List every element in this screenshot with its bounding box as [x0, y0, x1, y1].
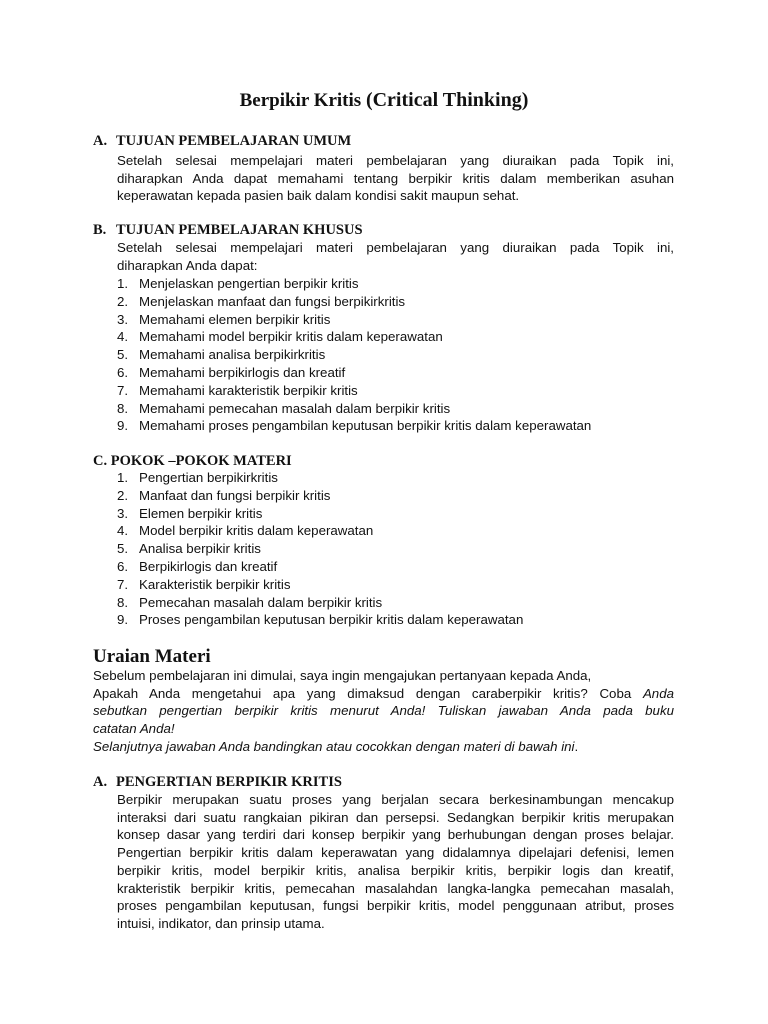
section-letter: A. [93, 133, 108, 149]
list-number: 3. [117, 311, 129, 327]
list-number: 2. [117, 293, 129, 309]
list-item [117, 558, 677, 576]
list-number: 1. [117, 470, 129, 485]
paragraph-line: berpikir kritis, model berpikir kritis, analisa berpikir kritis, berpikir logis dan kreatif, [117, 862, 674, 878]
paragraph-line: sebutkan pengertian berpikir kritis menurut Anda! Tuliskan jawaban Anda pada buku [93, 703, 674, 719]
paragraph-line: Sebelum pembelajaran ini dimulai, saya ingin mengajukan pertanyaan kepada Anda, [93, 668, 592, 683]
page-title [0, 88, 768, 113]
list-number: 8. [117, 400, 129, 416]
list-text: Model berpikir kritis dalam keperawatan [139, 523, 374, 539]
list-text: Memahami analisa berpikirkritis [139, 347, 326, 363]
list-number: 7. [117, 382, 129, 398]
list-text: Memahami elemen berpikir kritis [139, 311, 331, 327]
list-number: 7. [117, 576, 129, 592]
list-number: 9. [117, 612, 129, 628]
paragraph-line: Setelah selesai mempelajari materi pembelajaran yang diuraikan pada Topik ini, [117, 240, 674, 255]
uraian-heading: Uraian Materi [93, 646, 211, 667]
list-item [117, 487, 677, 505]
section-c-heading [93, 452, 292, 470]
list-item [117, 346, 677, 364]
list-text: Memahami karakteristik berpikir kritis [139, 382, 358, 398]
section-title: TUJUAN PEMBELAJARAN KHUSUS [116, 222, 363, 238]
paragraph-italic-segment: Selanjutnya jawaban Anda bandingkan atau cocokkan dengan materi di bawah ini [93, 738, 575, 754]
list-number: 5. [117, 347, 129, 363]
section-b-list [117, 275, 677, 435]
paragraph-line: diharapkan Anda dapat: [117, 257, 258, 273]
paragraph-line [93, 738, 674, 756]
paragraph-italic-segment: Anda [642, 685, 674, 701]
list-text: Memahami model berpikir kritis dalam keperawatan [139, 329, 443, 345]
paragraph-line: Setelah selesai mempelajari materi pembelajaran yang diuraikan pada Topik ini, [117, 153, 674, 168]
list-text: Analisa berpikir kritis [139, 541, 261, 557]
section-b-paragraph [117, 239, 674, 274]
list-text: Menjelaskan pengertian berpikir kritis [139, 276, 359, 291]
list-number: 5. [117, 541, 129, 557]
paragraph-line: interaksi dari suatu rangkaian pikiran dan persepsi. Sedangkan berpikir kritis merupakan [117, 809, 674, 825]
list-number: 9. [117, 418, 129, 434]
section-letter: A. [93, 774, 108, 790]
list-text: Manfaat dan fungsi berpikir kritis [139, 487, 331, 503]
paragraph-line: Berpikir merupakan suatu proses yang berjalan secara berkesinambungan mencakup [117, 792, 674, 807]
list-item [117, 505, 677, 523]
section-a-paragraph [117, 152, 674, 205]
section-c-list [117, 469, 677, 629]
pengertian-paragraph [117, 791, 674, 933]
list-item [117, 576, 677, 594]
list-item [117, 540, 677, 558]
list-text: Memahami pemecahan masalah dalam berpikir kritis [139, 400, 451, 416]
list-item [117, 594, 677, 612]
section-b-heading [93, 221, 363, 239]
list-text: Menjelaskan manfaat dan fungsi berpikirkritis [139, 293, 406, 309]
list-item [117, 382, 677, 400]
list-number: 8. [117, 594, 129, 610]
list-item [117, 522, 677, 540]
list-item [117, 275, 677, 293]
paragraph-line: konsep dasar yang terdiri dari konsep berpikir yang berhubungan dengan proses belajar. [117, 827, 674, 843]
paragraph-line: keperawatan kepada pasien baik dalam kondisi sakit maupun sehat. [117, 188, 520, 204]
paragraph-segment: . [574, 738, 579, 754]
section-title: C. POKOK –POKOK MATERI [93, 453, 292, 469]
list-number: 1. [117, 276, 129, 291]
list-text: Pengertian berpikirkritis [139, 470, 278, 485]
paragraph-line: diharapkan Anda dapat memahami tentang berpikir kritis dalam memberikan asuhan [117, 170, 674, 186]
list-number: 6. [117, 558, 129, 574]
list-number: 3. [117, 505, 129, 521]
list-text: Berpikirlogis dan kreatif [139, 558, 278, 574]
section-title: PENGERTIAN BERPIKIR KRITIS [116, 774, 342, 790]
paragraph-line: proses pengambilan keputusan, fungsi berpikir kritis, model penggunaan atribut, proses [117, 898, 674, 914]
list-number: 2. [117, 487, 129, 503]
list-item [117, 611, 677, 629]
paragraph-line: Pengertian berpikir kritis dalam keperawatan yang didalamnya dipelajari defenisi, lemen [117, 845, 674, 861]
list-text: Elemen berpikir kritis [139, 505, 263, 521]
list-number: 6. [117, 364, 129, 380]
list-item [117, 328, 677, 346]
uraian-paragraph [93, 667, 674, 756]
paragraph-line: krakteristik berpikir kritis, pemecahan masalahdan langka-langka pemecahan masalah, [117, 880, 674, 896]
list-number: 4. [117, 329, 129, 345]
list-item [117, 400, 677, 418]
list-text: Karakteristik berpikir kritis [139, 576, 291, 592]
list-text: Memahami proses pengambilan keputusan berpikir kritis dalam keperawatan [139, 418, 592, 434]
list-item [117, 293, 677, 311]
list-text: Proses pengambilan keputusan berpikir kritis dalam keperawatan [139, 612, 524, 628]
section-title: TUJUAN PEMBELAJARAN UMUM [116, 133, 352, 149]
list-number: 4. [117, 523, 129, 539]
section-letter: B. [93, 222, 107, 238]
title-main: Berpikir Kritis [239, 90, 362, 111]
section-a-heading [93, 132, 351, 150]
list-text: Pemecahan masalah dalam berpikir kritis [139, 594, 383, 610]
paragraph-line: catatan Anda! [93, 721, 175, 737]
paragraph-line: intuisi, indikator, dan prinsip utama. [117, 915, 325, 931]
list-item [117, 311, 677, 329]
list-text: Memahami berpikirlogis dan kreatif [139, 364, 346, 380]
paragraph-line [93, 685, 674, 703]
title-sub: (Critical Thinking) [365, 89, 529, 111]
paragraph-segment: Apakah Anda mengetahui apa yang dimaksud dengan caraberpikir kritis? Coba [93, 685, 632, 701]
pengertian-heading [93, 773, 342, 791]
list-item [117, 469, 677, 487]
list-item [117, 417, 677, 435]
list-item [117, 364, 677, 382]
